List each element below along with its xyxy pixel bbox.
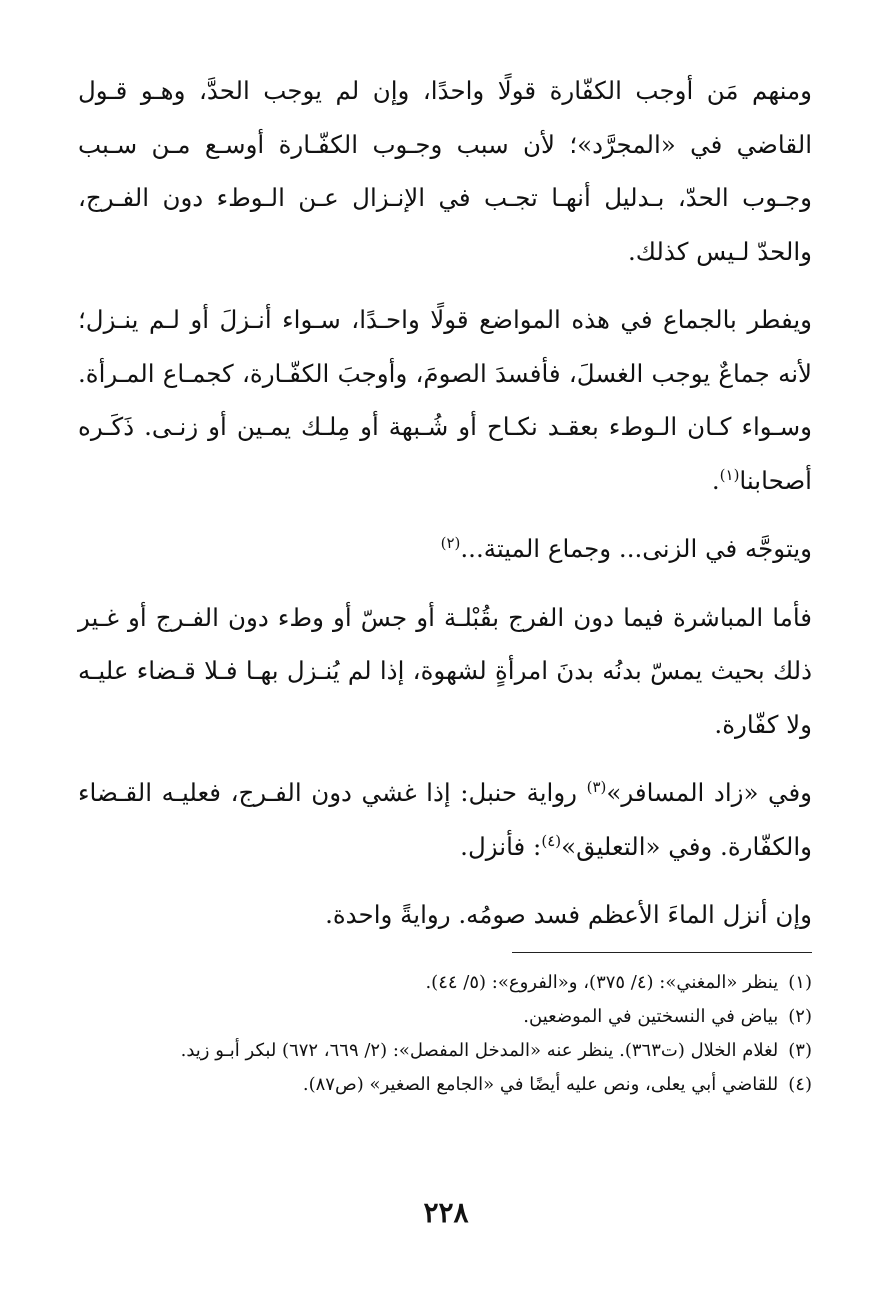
footnote-text: بياض في النسختين في الموضعين. — [523, 1006, 779, 1027]
paragraph: ومنهم مَن أوجب الكفّارة قولًا واحدًا، وإن لم يوجب الحدَّ، وهـو قـول القاضي في «المجرَّد»؛ لأن سبب وجـوب الكفّـارة أوسـع مـن سـبب وجـوب الحدّ، بـدليل أنهـا تجـب في الإنـزال عـن الـوطء دون الفـرج، والحدّ لـيس كذلك. — [78, 76, 812, 266]
footnote-number: (١) — [788, 972, 812, 993]
footnote-reference: (٤) — [541, 831, 562, 850]
paragraph: وإن أنزل الماءَ الأعظم فسد صومُه. روايةً واحدة. — [325, 900, 812, 929]
footnote-separator — [512, 952, 812, 953]
paragraph: فأما المباشرة فيما دون الفرج بقُبْلـة أو جسّ أو وطء دون الفـرج أو غـير ذلك بحيث يمسّ بدنُه بدنَ امرأةٍ لشهوة، إذا لم يُنـزل بهـا فـلا قـضاء عليـه ولا كفّارة. — [78, 602, 812, 739]
footnote — [80, 966, 812, 1000]
footnote — [80, 1034, 812, 1068]
footnote-reference: (٣) — [586, 777, 607, 796]
paragraph: ويفطر بالجماع في هذه المواضع قولًا واحـدًا، سـواء أنـزلَ أو لـم ينـزل؛ لأنه جماعٌ يوجب الغسلَ، فأفسدَ الصومَ، وأوجبَ الكفّـارة، كجمـاع المـرأة. وسـواء كـان الـوطء بعقـد نكـاح أو شُـبهة أو مِلـك يمـين أو زنـى. ذَكَـره أصحابنا$^{(١)}$. — [78, 305, 812, 495]
footnote-text: لغلام الخلال (ت٣٦٣). ينظر عنه «المدخل المفصل»: (٢/ ٦٦٩، ٦٧٢) لبكر أبـو زيد. — [180, 1040, 779, 1061]
page-number: ٢٢٨ — [423, 1196, 469, 1229]
paragraph: وفي «زاد المسافر»$^{(٣)}$ رواية حنبل: إذا غشي دون الفـرج، فعليـه القـضاء والكفّارة. وفي «التعليق»$^{(٤)}$: فأنزل. — [78, 777, 812, 861]
body-text — [78, 64, 812, 942]
footnote-number: (٢) — [788, 1006, 812, 1027]
footnote — [80, 1068, 812, 1102]
paragraph: ويتوجَّه في الزنى... وجماع الميتة...$^{(٢)}$ — [440, 533, 812, 563]
footnote-number: (٤) — [788, 1074, 812, 1095]
footnote-reference: (٢) — [440, 533, 461, 552]
footnote — [80, 1000, 812, 1034]
footnote-number: (٣) — [788, 1040, 812, 1061]
footnote-text: للقاضي أبي يعلى، ونص عليه أيضًا في «الجامع الصغير» (ص٨٧). — [302, 1074, 779, 1095]
footnote-text: ينظر «المغني»: (٤/ ٣٧٥)، و«الفروع»: (٥/ ٤٤). — [425, 972, 779, 993]
footnotes — [80, 966, 812, 1102]
footnote-reference: (١) — [719, 465, 740, 484]
